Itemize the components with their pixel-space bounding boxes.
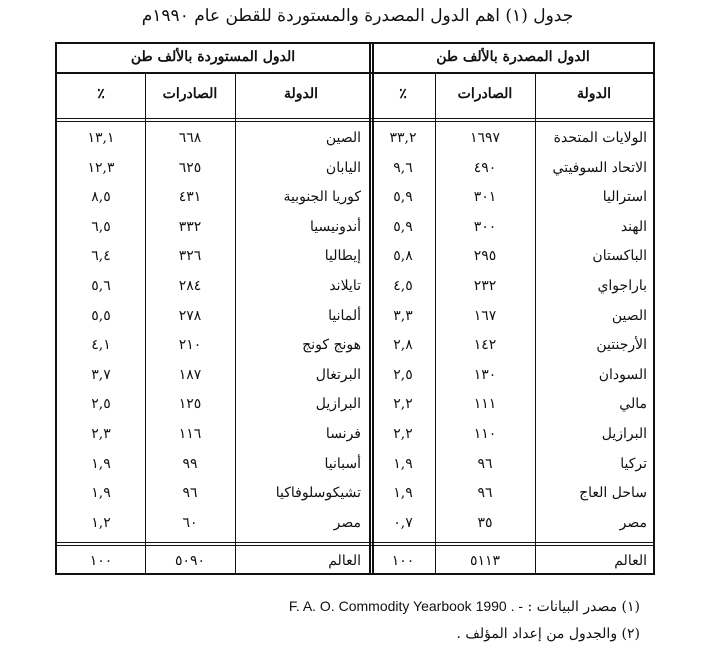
importers-row-value: ٤٣١ (178, 189, 202, 206)
cotton-trade-table (55, 42, 655, 575)
importers-row-pct: ١,٩ (91, 485, 111, 502)
importers-row-pct: ٤,١ (91, 337, 111, 354)
importers-row-country: مصر (333, 514, 361, 531)
exporters-row-pct: ٢,٨ (393, 337, 413, 354)
author-note: (٢) والجدول من إعداد المؤلف . (456, 626, 640, 642)
group-header-divider (57, 72, 653, 74)
importers-row-country: ألمانيا (328, 307, 361, 324)
exporters-row-country: مصر (619, 514, 647, 531)
exporters-col-country: الدولة (576, 86, 612, 102)
exporters-row-pct: ٢,٢ (393, 426, 413, 442)
source-note-label: (١) مصدر البيانات : (527, 599, 640, 615)
importers-row-pct: ٦,٥ (91, 218, 111, 235)
exporters-row-country: استراليا (602, 189, 647, 206)
importers-row-pct: ٥,٦ (91, 278, 111, 294)
exporters-row-country: الهند (620, 218, 647, 235)
exporters-row-value: ١١١ (473, 396, 497, 413)
exporters-row-country: الولايات المتحدة (553, 130, 647, 146)
col-sep-ex-1 (535, 73, 536, 573)
source-note-citation: F. A. O. Commodity Yearbook 1990 . - (288, 598, 524, 614)
exporters-row-pct: ٣٣,٢ (389, 130, 417, 146)
importers-row-country: إيطاليا (324, 248, 361, 265)
importers-row-value: ٩٩ (182, 455, 198, 472)
importers-row-value: ٣٣٢ (178, 218, 202, 235)
exporters-col-value: الصادرات (457, 86, 513, 102)
importers-row-country: كوريا الجنوبية (283, 189, 361, 206)
exporters-row-pct: ٠,٧ (393, 514, 413, 531)
importers-total-country: العالم (328, 553, 361, 569)
importers-total-value: ٥٠٩٠ (174, 553, 206, 569)
exporters-row-value: ٩٦ (477, 455, 493, 472)
exporters-row-pct: ٢,٢ (393, 396, 413, 413)
importers-row-country: البرازيل (315, 396, 361, 413)
importers-row-country: الصين (325, 130, 361, 146)
importers-row-value: ٦٦٨ (178, 130, 202, 146)
exporters-row-value: ١٦٩٧ (469, 130, 501, 146)
exporters-row-country: باراجواي (597, 278, 647, 294)
exporters-row-value: ٣٥ (477, 514, 493, 531)
exporters-total-pct: ١٠٠ (391, 553, 415, 569)
importers-row-value: ٢٧٨ (178, 307, 202, 324)
exporters-row-country: مالي (619, 396, 647, 413)
importers-group-header: الدول المستوردة بالألف طن (130, 49, 296, 65)
exporters-row-value: ٩٦ (477, 485, 493, 502)
exporters-row-country: تركيا (620, 455, 647, 472)
exporters-row-pct: ٥,٩ (393, 189, 413, 206)
table-title: جدول (١) اهم الدول المصدرة والمستوردة للقطن عام ١٩٩٠م (141, 6, 574, 26)
exporters-row-value: ١١٠ (473, 426, 497, 442)
importers-row-pct: ٢,٣ (91, 426, 111, 442)
importers-row-pct: ١٢,٣ (87, 159, 115, 176)
importers-row-country: أسبانيا (324, 455, 361, 472)
exporters-row-value: ٣٠٠ (473, 218, 497, 235)
importers-row-country: تشيكوسلوفاكيا (275, 485, 361, 502)
exporters-row-country: الأرجنتين (596, 337, 647, 354)
importers-row-pct: ٦,٤ (91, 248, 111, 265)
importers-row-value: ١١٦ (178, 426, 202, 442)
importers-row-pct: ٣,٧ (91, 366, 111, 383)
importers-row-country: تايلاند (329, 278, 361, 294)
importers-row-value: ٦٢٥ (178, 159, 202, 176)
importers-row-value: ٣٢٦ (178, 248, 202, 265)
importers-row-pct: ١,٢ (91, 514, 111, 531)
exporters-row-value: ٣٠١ (473, 189, 497, 206)
importers-row-pct: ٥,٥ (91, 307, 111, 324)
exporters-row-country: الباكستان (592, 248, 647, 265)
importers-row-pct: ٨,٥ (91, 189, 111, 206)
column-header-divider-2 (57, 121, 653, 122)
exporters-row-country: ساحل العاج (579, 485, 647, 502)
importers-row-value: ١٨٧ (178, 366, 202, 383)
importers-row-pct: ١,٩ (91, 455, 111, 472)
exporters-row-pct: ١,٩ (393, 485, 413, 502)
exporters-row-country: الاتحاد السوفيتي (552, 159, 647, 176)
importers-row-country: هونج كونج (302, 337, 361, 354)
importers-row-value: ٦٠ (182, 514, 198, 531)
total-divider (57, 542, 653, 543)
importers-row-value: ١٢٥ (178, 396, 202, 413)
exporters-row-country: البرازيل (601, 426, 647, 442)
source-note (0, 598, 640, 615)
exporters-row-value: ١٦٧ (473, 307, 497, 324)
importers-row-value: ٢١٠ (178, 337, 202, 354)
importers-row-country: اليابان (325, 159, 361, 176)
exporters-row-country: الصين (611, 307, 647, 324)
exporters-total-value: ٥١١٣ (469, 553, 501, 569)
exporters-row-value: ١٤٢ (473, 337, 497, 354)
importers-row-value: ٢٨٤ (178, 278, 202, 294)
exporters-row-value: ٢٩٥ (473, 248, 497, 265)
importers-row-country: أندونيسيا (310, 218, 361, 235)
exporters-row-pct: ٥,٨ (393, 248, 413, 265)
exporters-row-value: ١٣٠ (473, 366, 497, 383)
column-header-divider (57, 118, 653, 119)
exporters-total-country: العالم (614, 553, 647, 569)
importers-row-country: البرتغال (315, 366, 361, 383)
exporters-row-value: ٢٣٢ (473, 278, 497, 294)
importers-row-value: ٩٦ (182, 485, 198, 502)
importers-col-country: الدولة (283, 86, 319, 102)
exporters-row-pct: ٢,٥ (393, 366, 413, 383)
exporters-col-pct: ٪ (399, 86, 407, 102)
total-divider-2 (57, 545, 653, 546)
exporters-row-pct: ٤,٥ (393, 278, 413, 294)
importers-row-pct: ٢,٥ (91, 396, 111, 413)
importers-col-pct: ٪ (97, 86, 105, 102)
exporters-row-pct: ٣,٣ (393, 307, 413, 324)
exporters-row-pct: ١,٩ (393, 455, 413, 472)
exporters-row-country: السودان (598, 366, 647, 383)
exporters-group-header: الدول المصدرة بالألف طن (436, 49, 590, 65)
exporters-row-pct: ٥,٩ (393, 218, 413, 235)
importers-row-pct: ١٣,١ (87, 130, 115, 146)
importers-col-value: الصادرات (162, 86, 218, 102)
exporters-row-pct: ٩,٦ (393, 159, 413, 176)
exporters-row-value: ٤٩٠ (473, 159, 497, 176)
importers-total-pct: ١٠٠ (89, 553, 113, 569)
col-sep-im-1 (235, 73, 236, 573)
importers-row-country: فرنسا (325, 426, 361, 442)
